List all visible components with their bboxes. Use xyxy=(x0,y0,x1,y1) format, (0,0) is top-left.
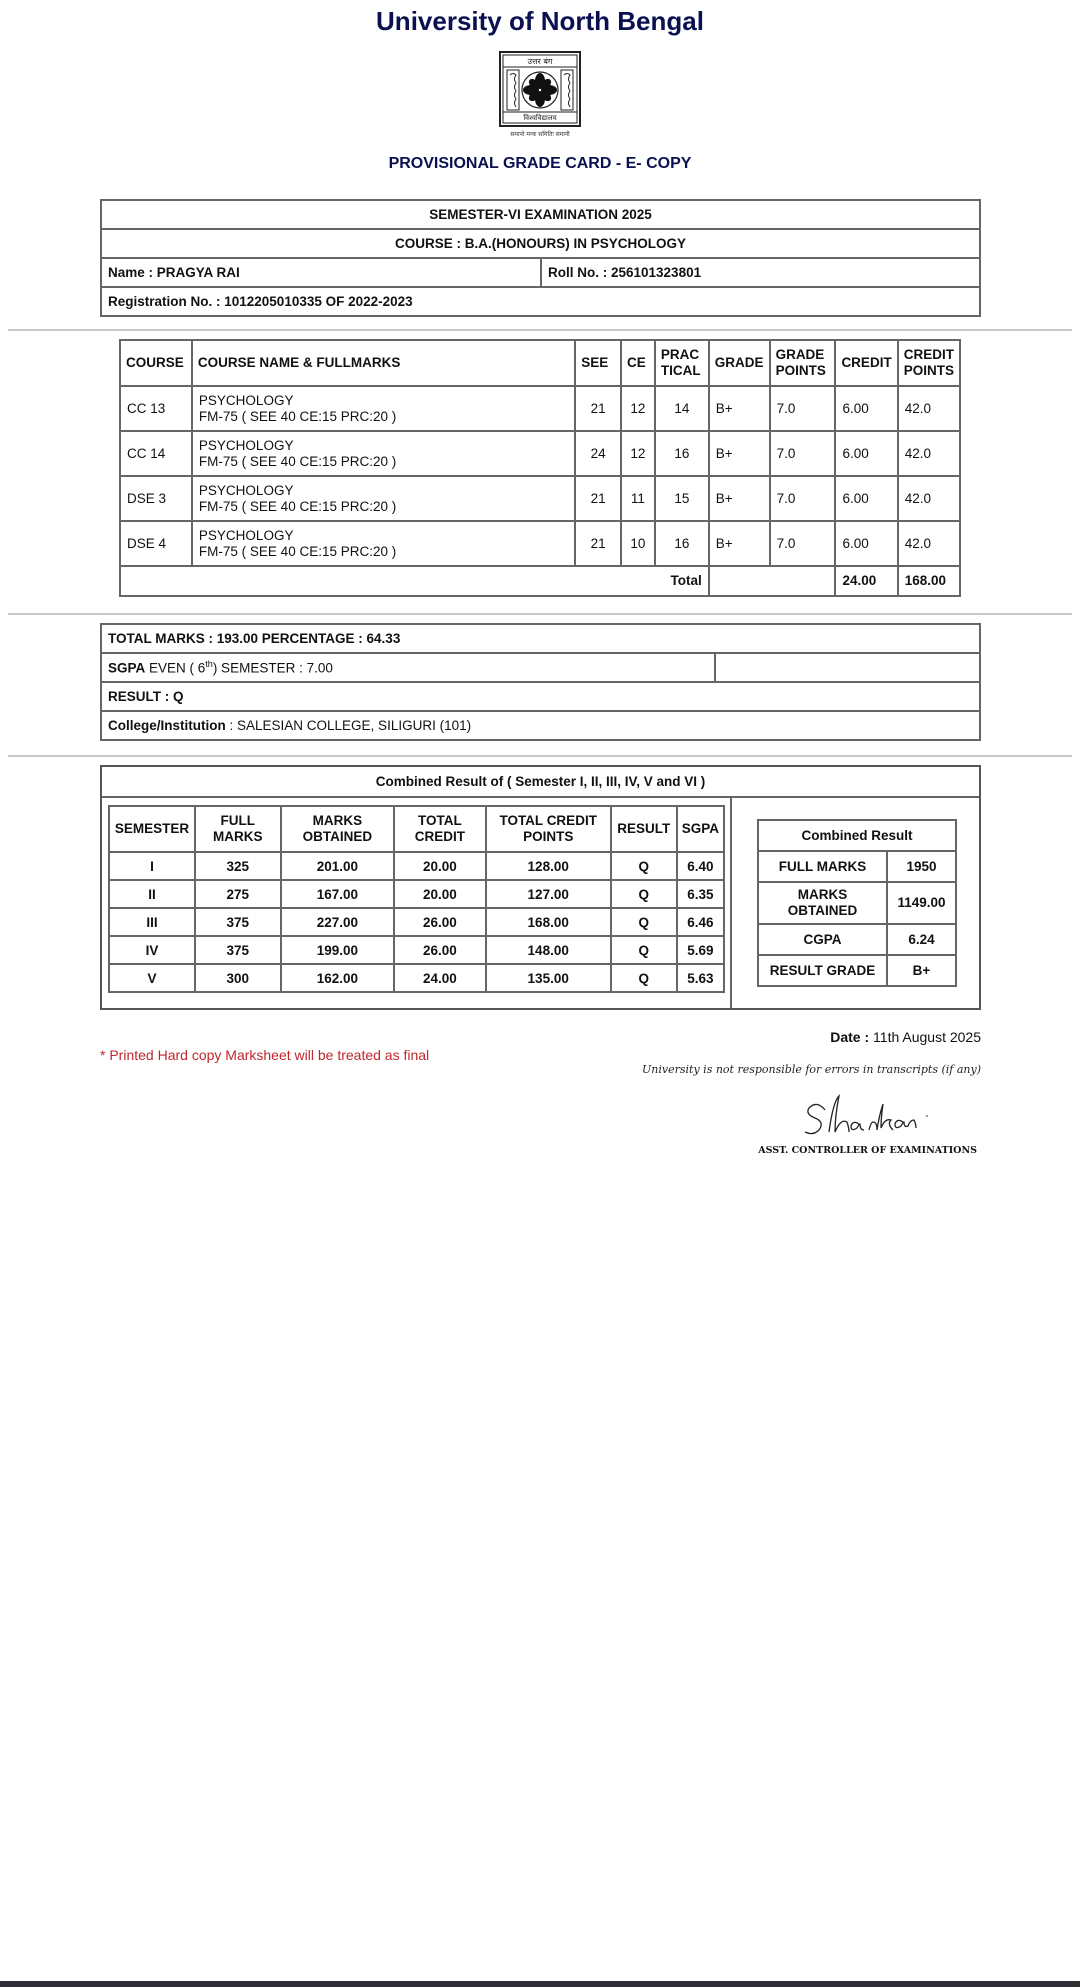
result-grade-label: RESULT GRADE xyxy=(758,955,887,986)
hard-copy-note: * Printed Hard copy Marksheet will be treated as final xyxy=(100,1047,430,1063)
credit: 6.00 xyxy=(835,386,897,431)
grade: B+ xyxy=(709,386,770,431)
col-credit-points: CREDIT POINTS xyxy=(898,340,960,386)
semester-summary-table xyxy=(100,623,981,741)
col-full-marks: FULL MARKS xyxy=(195,806,281,852)
student-info-table xyxy=(100,199,981,317)
svg-text:उत्तर बंग: उत्तर बंग xyxy=(527,57,553,66)
course-name: PSYCHOLOGY FM-75 ( SEE 40 CE:15 PRC:20 ) xyxy=(192,476,575,521)
table-row xyxy=(109,936,724,964)
result: Q xyxy=(611,908,677,936)
cgpa-value: 6.24 xyxy=(887,924,956,955)
table-row xyxy=(120,521,960,566)
col-result: RESULT xyxy=(611,806,677,852)
table-row xyxy=(109,852,724,880)
svg-text:समानो मन्त्रः समितिः समानी: समानो मन्त्रः समितिः समानी xyxy=(510,131,570,138)
total-credit: 24.00 xyxy=(835,566,897,596)
table-row xyxy=(109,880,724,908)
full-marks-label: FULL MARKS xyxy=(758,851,887,882)
course-title: COURSE : B.A.(HONOURS) IN PSYCHOLOGY xyxy=(101,229,980,258)
total-credit: 24.00 xyxy=(394,964,486,992)
semester: V xyxy=(109,964,195,992)
result-grade-value: B+ xyxy=(887,955,956,986)
col-grade: GRADE xyxy=(709,340,770,386)
grade: B+ xyxy=(709,431,770,476)
ce-marks: 11 xyxy=(621,476,655,521)
see-marks: 21 xyxy=(575,476,621,521)
college-institution: College/Institution : SALESIAN COLLEGE, SILIGURI (101) xyxy=(101,711,980,740)
credit-points: 42.0 xyxy=(898,386,960,431)
grade-points: 7.0 xyxy=(770,431,836,476)
sgpa: 6.46 xyxy=(677,908,724,936)
practical-marks: 16 xyxy=(655,521,709,566)
sgpa: 6.35 xyxy=(677,880,724,908)
divider xyxy=(8,329,1072,331)
total-credit: 20.00 xyxy=(394,852,486,880)
marks-obtained: 162.00 xyxy=(281,964,395,992)
course-code: CC 14 xyxy=(120,431,192,476)
course-code: DSE 4 xyxy=(120,521,192,566)
total-blank xyxy=(709,566,836,596)
university-emblem-icon xyxy=(494,50,586,140)
credit-points: 42.0 xyxy=(898,476,960,521)
course-name: PSYCHOLOGY FM-75 ( SEE 40 CE:15 PRC:20 ) xyxy=(192,431,575,476)
ce-marks: 12 xyxy=(621,386,655,431)
practical-marks: 16 xyxy=(655,431,709,476)
registration-number: Registration No. : 1012205010335 OF 2022-2023 xyxy=(101,287,980,316)
marks-obtained-value: 1149.00 xyxy=(887,882,956,924)
total-marks-percentage: TOTAL MARKS : 193.00 PERCENTAGE : 64.33 xyxy=(101,624,980,653)
grade-points: 7.0 xyxy=(770,521,836,566)
total-row xyxy=(120,566,960,596)
semester: IV xyxy=(109,936,195,964)
credit: 6.00 xyxy=(835,521,897,566)
exam-title: SEMESTER-VI EXAMINATION 2025 xyxy=(101,200,980,229)
sgpa: 5.63 xyxy=(677,964,724,992)
table-row xyxy=(120,386,960,431)
sgpa: SGPA EVEN ( 6th) SEMESTER : 7.00 xyxy=(101,653,715,682)
disclaimer: University is not responsible for errors in transcripts (if any) xyxy=(642,1063,981,1076)
svg-text:विश्वविद्यालय: विश्वविद्यालय xyxy=(523,114,557,122)
cgpa-label: CGPA xyxy=(758,924,887,955)
credit-points: 42.0 xyxy=(898,521,960,566)
marks-obtained-label: MARKS OBTAINED xyxy=(758,882,887,924)
marks-obtained: 201.00 xyxy=(281,852,395,880)
col-course-name: COURSE NAME & FULLMARKS xyxy=(192,340,575,386)
divider xyxy=(730,797,732,1008)
full-marks: 375 xyxy=(195,936,281,964)
grade-points: 7.0 xyxy=(770,476,836,521)
see-marks: 24 xyxy=(575,431,621,476)
semester: II xyxy=(109,880,195,908)
col-semester: SEMESTER xyxy=(109,806,195,852)
combined-result-section xyxy=(100,765,981,1010)
result: Q xyxy=(611,880,677,908)
marks-obtained: 167.00 xyxy=(281,880,395,908)
marks-obtained: 227.00 xyxy=(281,908,395,936)
total-credit-points: 148.00 xyxy=(486,936,611,964)
col-credit: CREDIT xyxy=(835,340,897,386)
full-marks: 275 xyxy=(195,880,281,908)
practical-marks: 14 xyxy=(655,386,709,431)
ce-marks: 10 xyxy=(621,521,655,566)
semester-wise-table xyxy=(108,805,725,993)
credit: 6.00 xyxy=(835,476,897,521)
credit-points: 42.0 xyxy=(898,431,960,476)
marks-header-row xyxy=(120,340,960,386)
sgpa: 5.69 xyxy=(677,936,724,964)
credit: 6.00 xyxy=(835,431,897,476)
bottom-bar xyxy=(0,1981,1080,1987)
roll-number: Roll No. : 256101323801 xyxy=(541,258,980,287)
col-marks-obtained: MARKS OBTAINED xyxy=(281,806,395,852)
issue-date: Date : 11th August 2025 xyxy=(830,1029,981,1045)
col-total-credit: TOTAL CREDIT xyxy=(394,806,486,852)
document-title: PROVISIONAL GRADE CARD - E- COPY xyxy=(388,155,692,172)
table-row xyxy=(120,476,960,521)
signatory-title: ASST. CONTROLLER OF EXAMINATIONS xyxy=(758,1145,977,1156)
col-course: COURSE xyxy=(120,340,192,386)
sgpa: 6.40 xyxy=(677,852,724,880)
combined-result-heading: Combined Result xyxy=(758,820,956,851)
total-credit-points: 168.00 xyxy=(898,566,960,596)
total-credit: 26.00 xyxy=(394,936,486,964)
col-total-credit-points: TOTAL CREDIT POINTS xyxy=(486,806,611,852)
course-name: PSYCHOLOGY FM-75 ( SEE 40 CE:15 PRC:20 ) xyxy=(192,521,575,566)
ce-marks: 12 xyxy=(621,431,655,476)
total-credit: 26.00 xyxy=(394,908,486,936)
grade: B+ xyxy=(709,476,770,521)
total-credit: 20.00 xyxy=(394,880,486,908)
course-code: CC 13 xyxy=(120,386,192,431)
full-marks: 300 xyxy=(195,964,281,992)
result: Q xyxy=(611,964,677,992)
col-ce: CE xyxy=(621,340,655,386)
full-marks: 375 xyxy=(195,908,281,936)
result: Q xyxy=(611,936,677,964)
see-marks: 21 xyxy=(575,386,621,431)
grade: B+ xyxy=(709,521,770,566)
full-marks: 325 xyxy=(195,852,281,880)
marks-table xyxy=(119,339,961,597)
course-name: PSYCHOLOGY FM-75 ( SEE 40 CE:15 PRC:20 ) xyxy=(192,386,575,431)
see-marks: 21 xyxy=(575,521,621,566)
divider xyxy=(8,755,1072,757)
total-credit-points: 135.00 xyxy=(486,964,611,992)
student-name: Name : PRAGYA RAI xyxy=(101,258,541,287)
total-credit-points: 127.00 xyxy=(486,880,611,908)
course-code: DSE 3 xyxy=(120,476,192,521)
total-label: Total xyxy=(120,566,709,596)
col-sgpa: SGPA xyxy=(677,806,724,852)
signature-icon xyxy=(795,1088,975,1140)
divider xyxy=(8,613,1072,615)
col-grade-points: GRADE POINTS xyxy=(770,340,836,386)
combined-result-table xyxy=(757,819,957,987)
table-row xyxy=(109,964,724,992)
table-row xyxy=(109,908,724,936)
total-credit-points: 168.00 xyxy=(486,908,611,936)
col-practical: PRAC TICAL xyxy=(655,340,709,386)
result: Q xyxy=(611,852,677,880)
university-title: University of North Bengal xyxy=(376,6,704,36)
semester-header-row xyxy=(109,806,724,852)
semester: III xyxy=(109,908,195,936)
semester: I xyxy=(109,852,195,880)
marks-obtained: 199.00 xyxy=(281,936,395,964)
col-see: SEE xyxy=(575,340,621,386)
result: RESULT : Q xyxy=(101,682,980,711)
grade-points: 7.0 xyxy=(770,386,836,431)
practical-marks: 15 xyxy=(655,476,709,521)
sgpa-blank xyxy=(715,653,980,682)
full-marks-value: 1950 xyxy=(887,851,956,882)
total-credit-points: 128.00 xyxy=(486,852,611,880)
table-row xyxy=(120,431,960,476)
combined-result-title: Combined Result of ( Semester I, II, III, IV, V and VI ) xyxy=(102,767,979,798)
